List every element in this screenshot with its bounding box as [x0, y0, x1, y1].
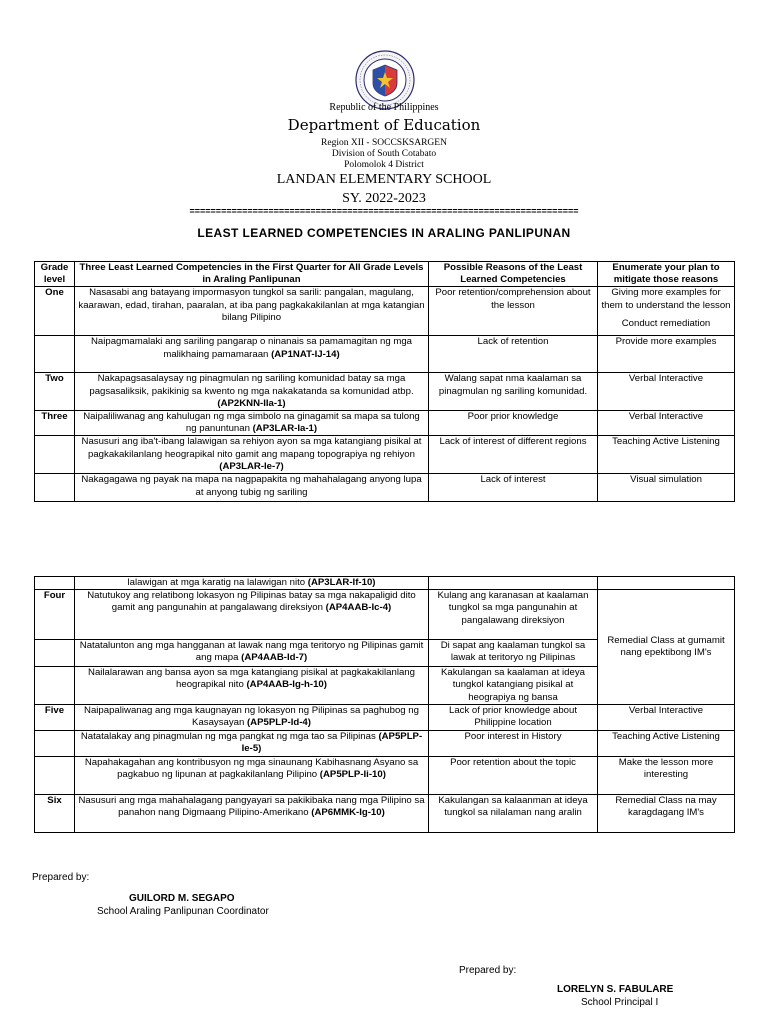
grade-cell: Two [35, 373, 75, 411]
plan-cell [598, 287, 735, 336]
plan-cell: Verbal Interactive [598, 704, 735, 730]
grade-cell: Five [35, 704, 75, 730]
school-name: LANDAN ELEMENTARY SCHOOL [276, 172, 492, 187]
table-row [35, 577, 735, 590]
plan-cell: Verbal Interactive [598, 373, 735, 411]
plan-text: Giving more examples for them to understand the lesson [601, 287, 731, 311]
table-row [35, 756, 735, 794]
reason-cell: Poor prior knowledge [429, 411, 598, 436]
competency-cell: Natatalunton ang mga hangganan at lawak nang mga teritoryo ng Pilipinas gamit ang mapa (AP4AAB-Id-7) [75, 640, 429, 667]
competency-cell: Nakagagawa ng payak na mapa na nagpapakita ng mahahalagang anyong lupa at anyong tubig ng sariling [75, 474, 429, 502]
header-competencies: Three Least Learned Competencies in the First Quarter for All Grade Levels in Araling Panlipunan [75, 262, 429, 287]
signatory-role: School Araling Panlipunan Coordinator [97, 906, 269, 917]
deped-seal-icon [355, 50, 415, 110]
school-year: SY. 2022-2023 [342, 191, 426, 206]
competency-cell: Naipapaliwanag ang mga kaugnayan ng lokasyon ng Pilipinas sa paghubog ng Kasaysayan (AP5PLP-Id-4) [75, 704, 429, 730]
reason-cell: Lack of interest of different regions [429, 436, 598, 474]
table-row [35, 373, 735, 411]
grade-cell: Four [35, 590, 75, 640]
grade-cell [35, 756, 75, 794]
grade-cell [35, 336, 75, 373]
reason-cell: Lack of prior knowledge about Philippine location [429, 704, 598, 730]
table-row [35, 590, 735, 640]
competency-cell: Nasasabi ang batayang impormasyon tungkol sa sarili: pangalan, magulang, kaarawan, edad, tirahan, paaralan, at iba pang pagkakakilanlan at mga katangian bilang Pilipino [75, 287, 429, 336]
signatory-name: LORELYN S. FABULARE [557, 984, 674, 995]
grade-cell: One [35, 287, 75, 336]
competency-cell: Naipaliliwanag ang kahulugan ng mga simbolo na ginagamit sa mapa sa tulong ng panuntunan (AP3LAR-Ia-1) [75, 411, 429, 436]
competency-cell: Nailalarawan ang bansa ayon sa mga katangiang pisikal at pagkakakilanlang heograpikal nito (AP4AAB-Ig-h-10) [75, 667, 429, 705]
plan-cell: Teaching Active Listening [598, 730, 735, 756]
table-row [35, 287, 735, 336]
reason-cell: Poor interest in History [429, 730, 598, 756]
plan-cell: Teaching Active Listening [598, 436, 735, 474]
prepared-by-label: Prepared by: [32, 872, 90, 883]
reason-cell [429, 577, 598, 590]
separator-rule: ========================================================================== [189, 206, 579, 216]
division-label: Division of South Cotabato [331, 149, 437, 159]
grade-cell [35, 577, 75, 590]
plan-cell: Provide more examples [598, 336, 735, 373]
competencies-table-part-1 [34, 261, 735, 502]
competency-cell: Nakapagsasalaysay ng pinagmulan ng sariling komunidad batay sa mga pagsasaliksik, pakikinig sa kwento ng mga nakakatanda sa komunidad atbp. (AP2KNN-IIa-1) [75, 373, 429, 411]
plan-cell: Verbal Interactive [598, 411, 735, 436]
reason-cell: Kakulangan sa kaalaman at ideya tungkol katangiang pisikal at heograpiya ng bansa [429, 667, 598, 705]
table-row [35, 336, 735, 373]
region-label: Region XII - SOCCSKSARGEN [321, 138, 447, 148]
table-row [35, 474, 735, 502]
table-row [35, 730, 735, 756]
table-row [35, 704, 735, 730]
competencies-table-part-2 [34, 576, 735, 833]
competency-cell: Natutukoy ang relatibong lokasyon ng Pilipinas batay sa mga nakapaligid dito gamit ang pangunahin at pangalawang direksiyon (AP4AAB-Ic-4) [75, 590, 429, 640]
plan-cell: Remedial Class at gumamit nang epektibong IM's [598, 590, 735, 705]
grade-cell [35, 474, 75, 502]
table-header-row [35, 262, 735, 287]
republic-label: Republic of the Philippines [329, 102, 439, 113]
plan-cell: Remedial Class na may karagdagang IM's [598, 794, 735, 832]
reason-cell: Lack of retention [429, 336, 598, 373]
table-row [35, 436, 735, 474]
table-row [35, 794, 735, 832]
district-label: Polomolok 4 District [344, 160, 424, 170]
header-grade: Grade level [35, 262, 75, 287]
grade-cell [35, 730, 75, 756]
department-label: Department of Education [287, 116, 481, 134]
reason-cell: Poor retention about the topic [429, 756, 598, 794]
reason-cell: Di sapat ang kaalaman tungkol sa lawak at teritoryo ng Pilipinas [429, 640, 598, 667]
plan-text: Conduct remediation [621, 317, 711, 329]
competency-cell: Nasusuri ang iba't-ibang lalawigan sa rehiyon ayon sa mga katangiang pisikal at pagkakakilanlang heograpikal nito gamit ang mapang topograpiya ng rehiyon (AP3LAR-Ie-7) [75, 436, 429, 474]
plan-cell: Visual simulation [598, 474, 735, 502]
table-row [35, 411, 735, 436]
signatory-name: GUILORD M. SEGAPO [129, 893, 235, 904]
grade-cell: Three [35, 411, 75, 436]
grade-cell: Six [35, 794, 75, 832]
competency-cell: lalawigan at mga karatig na lalawigan nito (AP3LAR-If-10) [75, 577, 429, 590]
page-title: LEAST LEARNED COMPETENCIES IN ARALING PANLIPUNAN [197, 226, 571, 240]
competency-cell: Natatalakay ang pinagmulan ng mga pangkat ng mga tao sa Pilipinas (AP5PLP-Ie-5) [75, 730, 429, 756]
competency-cell: Napahakagahan ang kontribusyon ng mga sinaunang Kabihasnang Asyano sa pagkabuo ng lipunan at pagkakilanlang Pilipino (AP5PLP-Ii-10) [75, 756, 429, 794]
prepared-by-label: Prepared by: [459, 965, 517, 976]
grade-cell [35, 640, 75, 667]
reason-cell: Walang sapat nma kaalaman sa pinagmulan ng sariling komunidad. [429, 373, 598, 411]
competency-cell: Naipagmamalaki ang sariling pangarap o ninanais sa pamamagitan ng mga malikhaing pamamaraan (AP1NAT-IJ-14) [75, 336, 429, 373]
header-plans: Enumerate your plan to mitigate those reasons [598, 262, 735, 287]
signatory-role: School Principal I [581, 997, 659, 1008]
reason-cell: Kakulangan sa kalaanman at ideya tungkol sa nilalaman nang aralin [429, 794, 598, 832]
reason-cell: Lack of interest [429, 474, 598, 502]
reason-cell: Poor retention/comprehension about the lesson [429, 287, 598, 336]
plan-cell [598, 577, 735, 590]
plan-cell: Make the lesson more interesting [598, 756, 735, 794]
reason-cell: Kulang ang karanasan at kaalaman tungkol sa mga pangunahin at pangalawang direksiyon [429, 590, 598, 640]
competency-cell: Nasusuri ang mga mahahalagang pangyayari sa pakikibaka nang mga Pilipino sa panahon nang Digmaang Pilipino-Amerikano (AP6MMK-Ig-10) [75, 794, 429, 832]
grade-cell [35, 436, 75, 474]
grade-cell [35, 667, 75, 705]
header-reasons: Possible Reasons of the Least Learned Competencies [429, 262, 598, 287]
